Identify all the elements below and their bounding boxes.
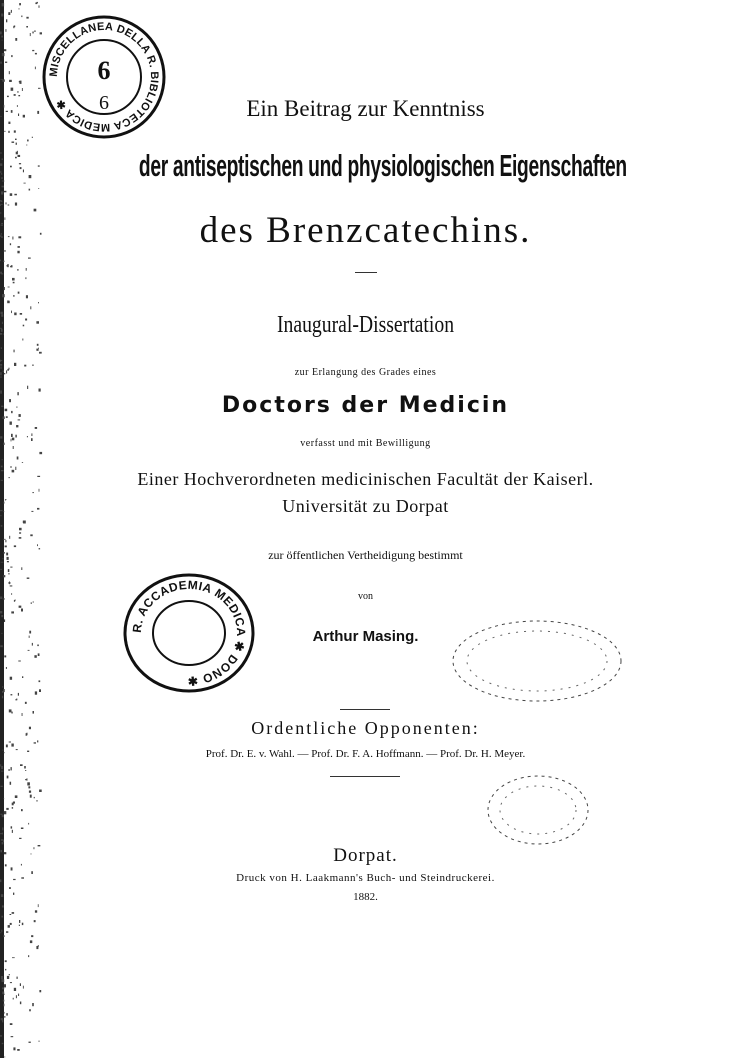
academy-stamp bbox=[120, 572, 258, 694]
opponents-names: Prof. Dr. E. v. Wahl. — Prof. Dr. F. A. Hoffmann. — Prof. Dr. H. Meyer. bbox=[205, 748, 526, 760]
academy-stamp-ring-text: R. ACCADEMIA MEDICA ✱ DONO ✱ bbox=[129, 577, 249, 689]
svg-text:R. ACCADEMIA MEDICA ✱ DONO ✱ bbox=[130, 578, 248, 688]
faculty-line-1: Einer Hochverordneten medicinischen Facultät der Kaiserl. bbox=[137, 469, 594, 489]
ornament-divider bbox=[355, 272, 377, 273]
dissertation-heading: Inaugural-Dissertation bbox=[276, 312, 455, 338]
approval-line: verfasst und mit Bewilligung bbox=[300, 438, 431, 449]
imprint-city: Dorpat. bbox=[333, 845, 398, 866]
stamp-number-lower: 6 bbox=[99, 92, 109, 114]
degree-line: Doctors der Medicin bbox=[221, 393, 510, 418]
by-line: von bbox=[358, 591, 373, 602]
imprint-divider bbox=[330, 776, 400, 777]
faint-oval-stamp bbox=[484, 772, 592, 848]
opponents-divider bbox=[340, 709, 390, 710]
stamp-number-upper: 6 bbox=[97, 56, 111, 85]
library-stamp bbox=[40, 13, 168, 141]
title-line-2: der antiseptischen und physiologischen Eigenschaften bbox=[138, 148, 627, 183]
title-line-3: des Brenzcatechins. bbox=[199, 210, 532, 251]
faint-oval-stamp bbox=[448, 615, 626, 707]
imprint-printer: Druck von H. Laakmann's Buch- und Steindruckerei. bbox=[236, 872, 495, 884]
faculty-line-2: Universität zu Dorpat bbox=[282, 496, 449, 516]
imprint-year: 1882. bbox=[353, 891, 378, 903]
title-line-1: Ein Beitrag zur Kenntniss bbox=[246, 96, 485, 121]
purpose-line: zur Erlangung des Grades eines bbox=[294, 367, 437, 378]
opponents-heading: Ordentliche Opponenten: bbox=[251, 718, 480, 738]
library-stamp-ring-text: MISCELLANEA DELLA R. BIBLIOTECA MEDICA ✱ bbox=[47, 20, 161, 134]
author-name: Arthur Masing. bbox=[312, 628, 419, 645]
defense-line: zur öffentlichen Vertheidigung bestimmt bbox=[268, 548, 463, 562]
